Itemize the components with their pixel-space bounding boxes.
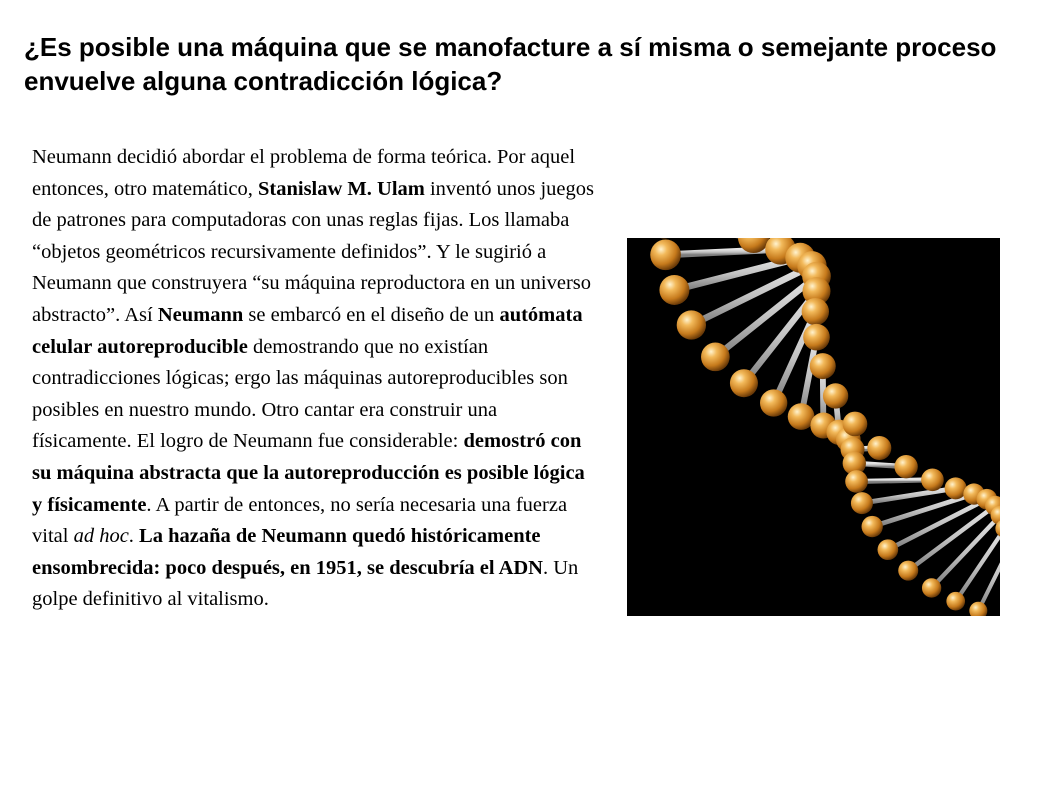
helix-sphere: [659, 275, 689, 305]
bold-name-ulam: Stanislaw M. Ulam: [258, 177, 425, 200]
helix-sphere: [845, 470, 868, 493]
bold-claim-demonstration: demostró con su máquina abstracta que la autoreproducción es posible lógica y físicamente: [32, 430, 585, 516]
helix-sphere: [851, 492, 873, 514]
helix-sphere: [945, 477, 967, 499]
helix-sphere: [677, 310, 706, 339]
helix-rung: [857, 480, 933, 482]
dna-helix-graphic: [627, 238, 1000, 616]
text-segment: Neumann decidió abordar el problema de forma teórica. Por aquel entonces, otro matemático,: [32, 146, 576, 200]
text-segment: .: [128, 525, 140, 548]
helix-sphere: [921, 468, 944, 491]
bold-claim-dna: La hazaña de Neumann quedó históricamente ensombrecida: poco después, en 1951, se descubría el ADN: [32, 525, 543, 579]
helix-sphere: [922, 578, 941, 597]
helix-sphere: [867, 436, 891, 460]
body-paragraph: [32, 142, 598, 616]
bold-name-neumann: Neumann: [157, 303, 244, 326]
helix-sphere: [730, 369, 758, 397]
helix-sphere: [803, 324, 830, 351]
helix-sphere: [701, 343, 730, 372]
helix-sphere: [894, 455, 917, 478]
bold-term-automaton: autómata celular autoreproducible: [32, 303, 583, 358]
text-segment: . Un golpe definitivo al vitalismo.: [32, 556, 579, 611]
helix-sphere: [898, 561, 918, 581]
text-segment: . A partir de entonces, no sería necesaria una fuerza vital: [32, 493, 568, 548]
helix-sphere: [878, 539, 899, 560]
helix-sphere: [650, 239, 681, 270]
text-segment: inventó unos juegos de patrones para computadoras con unas reglas fijas. Los llamaba “objetos geométricos recursivamente definidos”. Y le sugirió a Neumann que construyera “su máquina reproductora en un universo abstracto”. Así: [32, 177, 594, 326]
helix-sphere: [810, 353, 836, 379]
slide-title: ¿Es posible una máquina que se manofacture a sí misma o semejante proceso envuelve alguna contradicción lógica?: [24, 32, 997, 96]
dna-helix-image: [627, 238, 1000, 616]
helix-sphere: [823, 383, 848, 408]
helix-sphere: [843, 412, 868, 437]
helix-sphere: [946, 592, 965, 611]
italic-ad-hoc: ad hoc: [73, 525, 129, 548]
text-segment: se embarcó en el diseño de un: [243, 303, 500, 326]
helix-sphere: [862, 516, 883, 537]
text-segment: demostrando que no existían contradicciones lógicas; ergo las máquinas autoreproducibles son posibles en nuestro mundo. Otro cantar era construir una físicamente. El logro de Neumann fue considerable:: [32, 335, 568, 453]
helix-sphere: [802, 298, 829, 325]
helix-sphere: [760, 389, 787, 416]
